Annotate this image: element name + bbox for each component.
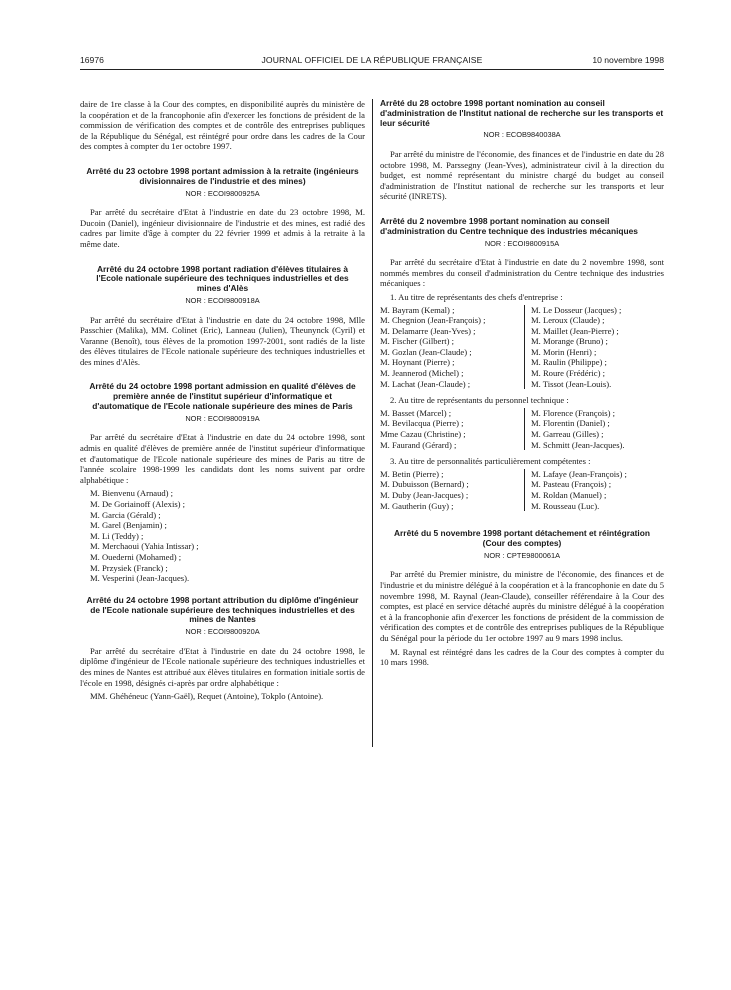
list-item: M. Roure (Frédéric) ; — [531, 368, 605, 379]
members-column — [524, 469, 664, 511]
article-title: Arrêté du 24 octobre 1998 portant attribution du diplôme d'ingénieur de l'Ecole nationale supérieure des techniques industrielles et des mines de Nantes — [86, 594, 359, 625]
list-item: M. Duby (Jean-Jacques) ; — [380, 490, 469, 501]
article-body: Par arrêté du Premier ministre, du ministre de l'économie, des finances et de l'industrie et du ministre délégué à la coopération et à la francophonie en date du 5 novembre 1998, M. Raynal (Jean-Claude), conseiller référendaire à la Cour des comptes, est placé en service détaché auprès du ministre délégué à la coopération et à la francophonie afin d'exercer les fonctions de président de la commission de vérification des comptes et de contrôle des entreprises publiques de la République du Sénégal pour la période du 1er octobre 1997 au 9 mars 1998 inclus. — [380, 569, 664, 643]
list-item: M. Merchaoui (Yahia Intissar) ; — [90, 541, 199, 552]
column-divider — [372, 99, 373, 747]
right-column — [380, 99, 664, 671]
article-title: Arrêté du 5 novembre 1998 portant détachement et réintégration (Cour des comptes) — [394, 528, 650, 548]
graduate-names: MM. Ghéhéneuc (Yann-Gaël), Requet (Antoine), Tokplo (Antoine). — [90, 691, 324, 702]
list-item: M. Vesperini (Jean-Jacques). — [90, 573, 190, 584]
list-item: M. Fischer (Gilbert) ; — [380, 336, 454, 347]
list-item: M. Ouederni (Mohamed) ; — [90, 552, 182, 562]
article-retirement — [80, 167, 365, 250]
nor-reference: NOR : ECOI9800918A — [185, 295, 260, 305]
category-label: 3. Au titre de personnalités particulièrement compétentes : — [390, 456, 591, 467]
nor-reference: NOR : ECOI9800915A — [484, 238, 560, 248]
article-title: Arrêté du 23 octobre 1998 portant admission à la retraite (ingénieurs divisionnaires de l'industrie et des mines) — [86, 165, 359, 186]
article-body: Par arrêté du secrétaire d'Etat à l'industrie en date du 24 octobre 1998, Mlle Passchier (Malika), MM. Colinet (Eric), Lanneau (Julien), Theunynck (Cyril) et Varanne (Benoît), tous élèves de la promotion 1997-2001, sont radiés de la liste des élèves titulaires de l'Ecole nationale supérieure des techniques industrielles et des mines d'Alès. — [80, 314, 365, 367]
list-item: M. Leroux (Claude) ; — [531, 315, 605, 326]
members-table — [380, 469, 664, 511]
list-item: M. Garreau (Gilles) ; — [531, 429, 604, 440]
list-item: Mme Cazau (Christine) ; — [380, 429, 466, 440]
list-item: M. Gozlan (Jean-Claude) ; — [380, 346, 472, 357]
list-item: M. Bevilacqua (Pierre) ; — [380, 418, 464, 429]
continued-paragraph: daire de 1re classe à la Cour des comptes, en disponibilité auprès du ministère de la coopération et de la francophonie afin d'exercer les fonctions de président de la commission de vérification des comptes et de contrôle des entreprises publiques de la République du Sénégal, est réintégré pour ordre dans les cadres de la Cour des comptes à compter du 1er octobre 1997. — [80, 99, 365, 152]
list-item: M. Tissot (Jean-Louis). — [531, 378, 612, 389]
members-column — [380, 408, 524, 450]
list-item: M. Li (Teddy) ; — [90, 530, 144, 541]
list-item: M. Gautherin (Guy) ; — [380, 500, 454, 511]
list-item: M. Faurand (Gérard) ; — [380, 439, 457, 450]
list-item: M. Bienvenu (Arnaud) ; — [90, 488, 174, 499]
list-item: M. Basset (Marcel) ; — [380, 407, 452, 418]
list-item: M. Morange (Bruno) ; — [531, 336, 608, 347]
list-item: M. Rousseau (Luc). — [531, 500, 600, 511]
article-title: Arrêté du 2 novembre 1998 portant nomination au conseil d'administration du Centre technique des industries mécaniques — [380, 215, 638, 236]
members-column — [524, 305, 664, 390]
members-table — [380, 408, 664, 450]
article-body: Par arrêté du secrétaire d'Etat à l'industrie en date du 24 octobre 1998, le diplôme d'ingénieur de l'Ecole nationale supérieure des techniques industrielles et des mines de Nantes est attribué aux élèves titulaires en formation initiale sortis de l'école en 1998, désignés ci-après par ordre alphabétique : — [80, 645, 365, 688]
list-item: M. Roldan (Manuel) ; — [531, 490, 607, 501]
nor-reference: NOR : ECOI9800919A — [185, 413, 260, 423]
article-title: Arrêté du 24 octobre 1998 portant radiation d'élèves titulaires à l'Ecole nationale supérieure des techniques industrielles et des mines d'Alès — [96, 263, 349, 294]
article-struck-off — [80, 265, 365, 368]
list-item: M. Dubuisson (Bernard) ; — [380, 479, 469, 490]
article-body: M. Raynal est réintégré dans les cadres de la Cour des comptes à compter du 10 mars 1998. — [380, 646, 664, 668]
list-item: M. Le Dosseur (Jacques) ; — [531, 304, 622, 315]
list-item: M. Lachat (Jean-Claude) ; — [380, 378, 471, 389]
nor-reference: NOR : ECOI9800920A — [185, 627, 260, 637]
list-item: M. Lafaye (Jean-François) ; — [531, 468, 627, 479]
article-inrets — [380, 99, 664, 202]
article-body: Par arrêté du secrétaire d'Etat à l'industrie en date du 23 octobre 1998, M. Ducoin (Daniel), ingénieur divisionnaire de l'industrie et des mines, est radié des cadres par limite d'âge à compter du 22 février 1999 et admis à la retraite à la même date. — [80, 207, 365, 249]
header-rule — [80, 69, 664, 70]
nor-reference: NOR : ECOI9800925A — [185, 188, 260, 198]
category-label: 2. Au titre de représentants du personnel technique : — [390, 395, 569, 406]
members-column — [380, 469, 524, 511]
list-item: M. Florentin (Daniel) ; — [531, 418, 610, 429]
article-body: Par arrêté du ministre de l'économie, des finances et de l'industrie en date du 28 octobre 1998, M. Parssegny (Jean-Yves), administrateur civil à la direction du budget, est nommé représentant du ministre chargé du budget au conseil d'administration de l'Institut national de recherche sur les transports et leur sécurité (INRETS). — [380, 148, 664, 202]
article-body: Par arrêté du secrétaire d'Etat à l'industrie en date du 24 octobre 1998, sont admis en qualité d'élèves de première année de l'institut supérieur d'informatique et d'automatique de l'Ecole nationale supérieure des mines de Paris au titre de l'année scolaire 1998-1999 les candidats dont les noms suivent par ordre alphabétique : — [80, 432, 365, 485]
category-label: 1. Au titre de représentants des chefs d'entreprise : — [390, 291, 563, 302]
list-item: M. Pasteau (François) ; — [531, 479, 612, 490]
list-item: M. Delamarre (Jean-Yves) ; — [380, 325, 476, 336]
page-number: 16976 — [80, 55, 104, 65]
list-item: M. Raulin (Philippe) ; — [531, 357, 607, 368]
name-list — [90, 488, 365, 583]
list-item: M. Bayram (Kemal) ; — [380, 304, 455, 315]
list-item: M. Chegnion (Jean-François) ; — [380, 315, 486, 326]
article-admission — [80, 382, 365, 583]
list-item: M. Maillet (Jean-Pierre) ; — [531, 325, 619, 336]
journal-title: JOURNAL OFFICIEL DE LA RÉPUBLIQUE FRANÇAISE — [261, 55, 483, 65]
list-item: M. Morin (Henri) ; — [531, 346, 597, 357]
article-cetim — [380, 217, 664, 511]
page-header — [80, 55, 664, 69]
members-column — [380, 305, 524, 390]
article-diploma — [80, 596, 365, 702]
nor-reference: NOR : CPTE9800061A — [484, 550, 560, 560]
members-column — [524, 408, 664, 450]
list-item: M. Hoynant (Pierre) ; — [380, 357, 455, 368]
list-item: M. Schmitt (Jean-Jacques). — [531, 439, 625, 450]
list-item: M. Przysiek (Franck) ; — [90, 562, 168, 573]
list-item: M. Jeannerod (Michel) ; — [380, 368, 464, 379]
members-table — [380, 305, 664, 390]
list-item: M. Betin (Pierre) ; — [380, 468, 444, 479]
list-item: M. Florence (François) ; — [531, 407, 616, 418]
list-item: M. Garcia (Gérald) ; — [90, 509, 161, 520]
nor-reference: NOR : ECOB9840038A — [483, 130, 561, 140]
article-title: Arrêté du 28 octobre 1998 portant nomination au conseil d'administration de l'Institut national de recherche sur les transports et leur sécurité — [380, 98, 664, 128]
article-cour-des-comptes — [380, 529, 664, 668]
list-item: M. De Goriainoff (Alexis) ; — [90, 499, 186, 510]
left-column — [80, 99, 365, 705]
article-body: Par arrêté du secrétaire d'Etat à l'industrie en date du 2 novembre 1998, sont nommés membres du conseil d'administration du Centre technique des industries mécaniques : — [380, 257, 664, 289]
list-item: M. Garel (Benjamin) ; — [90, 520, 167, 531]
article-title: Arrêté du 24 octobre 1998 portant admission en qualité d'élèves de première année de l'institut supérieur d'informatique et d'automatique de l'Ecole nationale supérieure des mines de Paris — [89, 381, 356, 412]
issue-date: 10 novembre 1998 — [592, 55, 664, 65]
